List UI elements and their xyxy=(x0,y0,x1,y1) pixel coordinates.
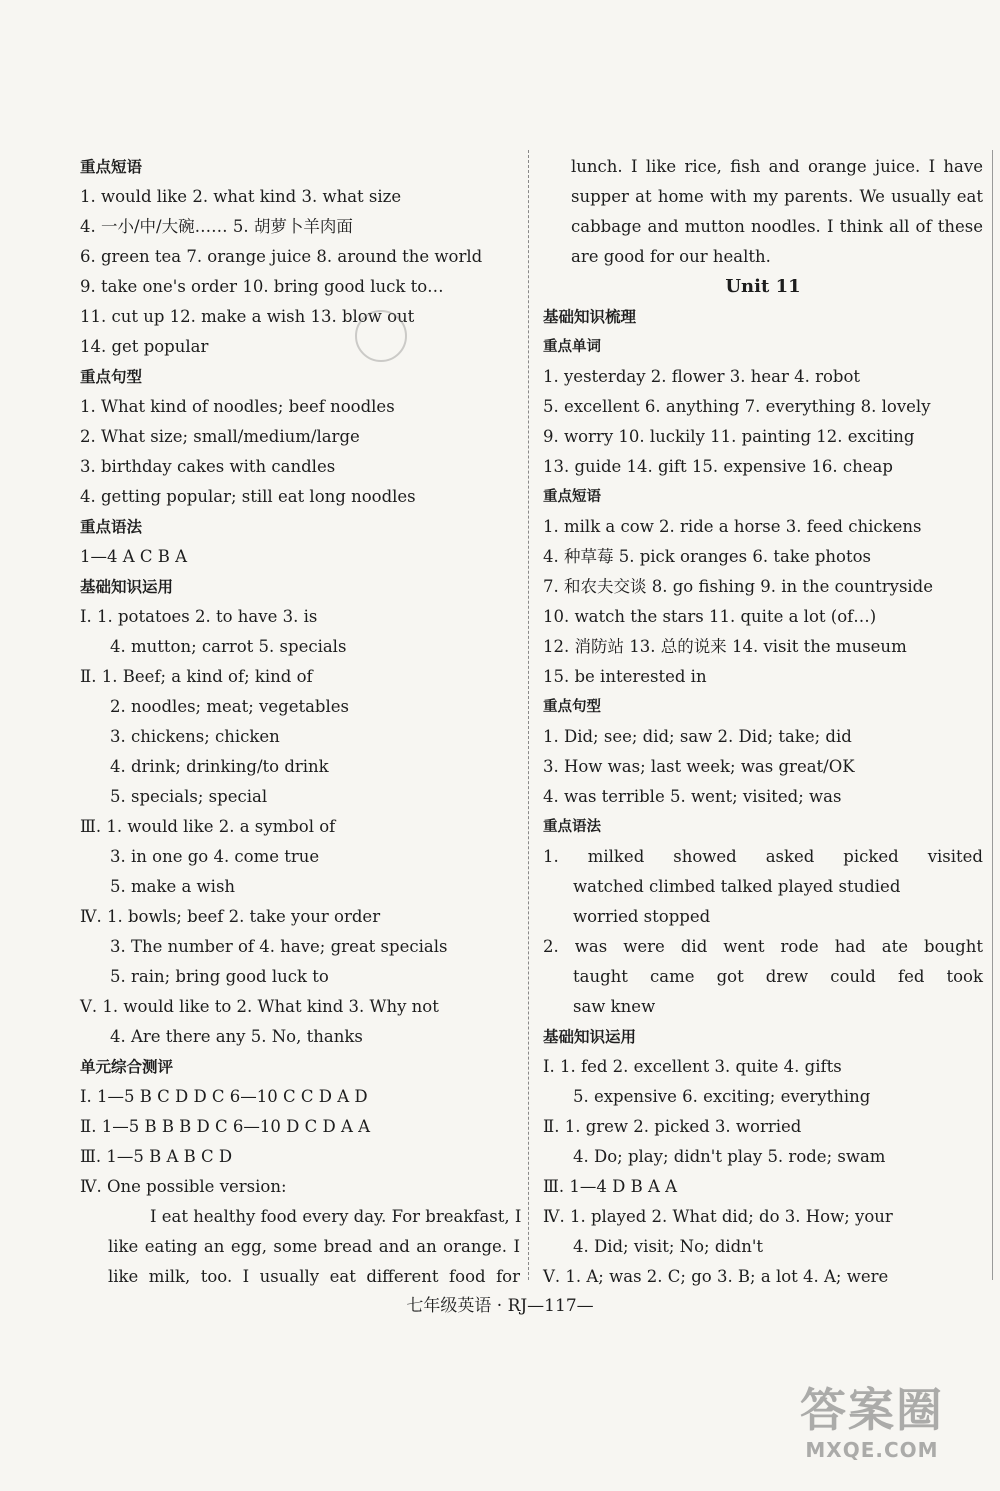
answer-line: Ⅲ. 1. would like 2. a symbol of xyxy=(80,817,336,836)
answer-line: 9. take one's order 10. bring good luck to… xyxy=(80,277,444,296)
answer-line: 3. in one go 4. come true xyxy=(110,847,320,866)
answer-line: I eat healthy food every day. For breakfast, I xyxy=(150,1207,522,1226)
section-heading: 重点句型 xyxy=(543,699,601,715)
answer-line: supper at home with my parents. We usually eat xyxy=(571,187,983,206)
answer-line: Ⅳ. One possible version: xyxy=(80,1177,287,1196)
answer-line: Ⅲ. 1—5 B A B C D xyxy=(80,1147,233,1166)
answer-line: Ⅰ. 1. potatoes 2. to have 3. is xyxy=(80,607,318,626)
answer-line: 4. 一小/中/大碗…… 5. 胡萝卜羊肉面 xyxy=(80,217,353,236)
page-footer: 七年级英语 · RJ—117— xyxy=(406,1296,594,1316)
answer-line: 2. noodles; meat; vegetables xyxy=(110,697,349,716)
answer-line: like milk, too. I usually eat different food for xyxy=(108,1267,520,1286)
answer-line: 9. worry 10. luckily 11. painting 12. exciting xyxy=(543,427,915,446)
section-heading: 重点句型 xyxy=(80,368,143,386)
answer-line: 2. What size; small/medium/large xyxy=(80,427,360,446)
answer-line: 3. chickens; chicken xyxy=(110,727,280,746)
answer-line: 5. specials; special xyxy=(110,787,268,806)
answer-line: 1—4 A C B A xyxy=(80,547,188,566)
answer-line: 4. 种草莓 5. pick oranges 6. take photos xyxy=(543,547,871,566)
answer-line: Ⅴ. 1. A; was 2. C; go 3. B; a lot 4. A; were xyxy=(543,1267,889,1286)
section-heading: 重点单词 xyxy=(543,339,601,355)
answer-line: 7. 和农夫交谈 8. go fishing 9. in the countryside xyxy=(543,577,934,596)
answer-line: Ⅰ. 1. fed 2. excellent 3. quite 4. gifts xyxy=(543,1057,842,1076)
right-margin-rule xyxy=(992,150,993,1280)
answer-line: are good for our health. xyxy=(571,247,771,266)
answer-line: like eating an egg, some bread and an orange. I xyxy=(108,1237,520,1256)
answer-line: 1. would like 2. what kind 3. what size xyxy=(80,187,402,206)
section-heading: 重点语法 xyxy=(80,518,143,536)
answer-line: worried stopped xyxy=(573,907,711,926)
watermark-logo xyxy=(762,1383,982,1473)
answer-line: lunch. I like rice, fish and orange juice. I have xyxy=(571,157,983,176)
section-heading: 重点短语 xyxy=(543,489,601,505)
answer-line: Ⅲ. 1—4 D B A A xyxy=(543,1177,678,1196)
answer-line: 5. rain; bring good luck to xyxy=(110,967,329,986)
answer-line: 15. be interested in xyxy=(543,667,707,686)
section-heading: 基础知识运用 xyxy=(80,578,174,596)
watermark-url: MXQE.COM xyxy=(805,1438,939,1462)
answer-line: 4. Did; visit; No; didn't xyxy=(573,1237,764,1256)
answer-line: 2. was were did went rode had ate bought xyxy=(543,937,983,956)
faint-stamp-mark xyxy=(355,310,407,362)
answer-line: taught came got drew could fed took xyxy=(573,967,983,986)
answer-line: 5. excellent 6. anything 7. everything 8. lovely xyxy=(543,397,931,416)
answer-line: Ⅴ. 1. would like to 2. What kind 3. Why not xyxy=(80,997,439,1016)
answer-line: 1. milk a cow 2. ride a horse 3. feed chickens xyxy=(543,517,922,536)
answer-line: 3. birthday cakes with candles xyxy=(80,457,336,476)
answer-line: watched climbed talked played studied xyxy=(573,877,901,896)
answer-line: 4. Do; play; didn't play 5. rode; swam xyxy=(573,1147,886,1166)
section-heading: 基础知识运用 xyxy=(543,1028,637,1046)
answer-line: cabbage and mutton noodles. I think all of these xyxy=(571,217,983,236)
watermark-title: 答案圈 xyxy=(800,1383,944,1437)
answer-line: Ⅱ. 1—5 B B B D C 6—10 D C D A A xyxy=(80,1117,371,1136)
section-heading: 重点短语 xyxy=(80,158,143,176)
answer-line: 1. What kind of noodles; beef noodles xyxy=(80,397,395,416)
answer-line: 11. cut up 12. make a wish 13. blow out xyxy=(80,307,415,326)
answer-line: Ⅱ. 1. grew 2. picked 3. worried xyxy=(543,1117,802,1136)
section-heading: 基础知识梳理 xyxy=(543,308,637,326)
answer-line: Ⅳ. 1. bowls; beef 2. take your order xyxy=(80,907,381,926)
answer-line: Ⅰ. 1—5 B C D D C 6—10 C C D A D xyxy=(80,1087,368,1106)
answer-line: 6. green tea 7. orange juice 8. around the world xyxy=(80,247,483,266)
answer-line: 12. 消防站 13. 总的说来 14. visit the museum xyxy=(543,637,907,656)
left-column xyxy=(80,152,520,1292)
answer-line: 13. guide 14. gift 15. expensive 16. cheap xyxy=(543,457,893,476)
answer-line: 4. drink; drinking/to drink xyxy=(110,757,329,776)
answer-line: 4. Are there any 5. No, thanks xyxy=(110,1027,363,1046)
answer-line: 3. How was; last week; was great/OK xyxy=(543,757,855,776)
answer-line: 14. get popular xyxy=(80,337,209,356)
answer-line: 4. mutton; carrot 5. specials xyxy=(110,637,347,656)
answer-line: 4. getting popular; still eat long noodles xyxy=(80,487,416,506)
answer-line: 10. watch the stars 11. quite a lot (of…) xyxy=(543,607,877,626)
section-heading: 单元综合测评 xyxy=(80,1058,174,1076)
answer-line: 3. The number of 4. have; great specials xyxy=(110,937,448,956)
answer-line: saw knew xyxy=(573,997,656,1016)
answer-line: 1. Did; see; did; saw 2. Did; take; did xyxy=(543,727,852,746)
answer-line: 1. milked showed asked picked visited xyxy=(543,847,983,866)
answer-line: 4. was terrible 5. went; visited; was xyxy=(543,787,842,806)
answer-line: Ⅳ. 1. played 2. What did; do 3. How; your xyxy=(543,1207,893,1226)
right-column xyxy=(543,152,983,1292)
column-divider xyxy=(528,150,529,1280)
answer-line: 5. expensive 6. exciting; everything xyxy=(573,1087,871,1106)
answer-line: 1. yesterday 2. flower 3. hear 4. robot xyxy=(543,367,861,386)
answer-line: Ⅱ. 1. Beef; a kind of; kind of xyxy=(80,667,313,686)
unit-title: Unit 11 xyxy=(725,276,801,297)
section-heading: 重点语法 xyxy=(543,819,601,835)
answer-line: 5. make a wish xyxy=(110,877,236,896)
